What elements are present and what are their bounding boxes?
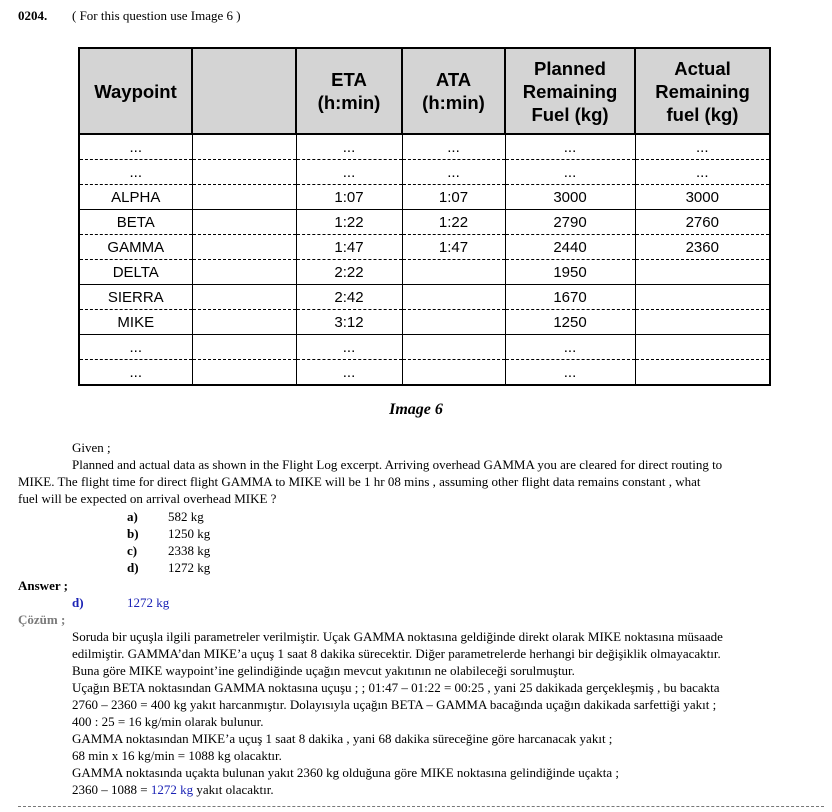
table-cell <box>635 285 770 310</box>
page-divider <box>18 806 824 807</box>
table-cell: 2760 <box>635 210 770 235</box>
table-cell <box>192 210 296 235</box>
solution-line: GAMMA noktasından MIKE’a uçuş 1 saat 8 dakika , yani 68 dakika süreceğine göre harcanacak yakıt ; <box>72 731 613 746</box>
table-cell: 2360 <box>635 235 770 260</box>
table-cell: ... <box>402 160 505 185</box>
table-cell: 1:47 <box>402 235 505 260</box>
question-number: 0204. <box>18 8 48 23</box>
table-cell <box>192 360 296 386</box>
table-cell: ... <box>635 134 770 160</box>
solution-line: Soruda bir uçuşla ilgili parametreler verilmiştir. Uçak GAMMA noktasına geldiğinde direkt olarak MIKE noktasına müsaade <box>72 629 723 644</box>
table-cell: 1:47 <box>296 235 402 260</box>
table-cell: DELTA <box>79 260 192 285</box>
solution-line: 2760 – 2360 = 400 kg yakıt harcanmıştır. Dolayısıyla uçağın BETA – GAMMA bacağında uçağın dakikada sarfettiği yakıt ; <box>72 697 717 712</box>
header-ata: ATA (h:min) <box>402 48 505 134</box>
answer-letter: d) <box>72 595 84 610</box>
table-cell <box>635 310 770 335</box>
table-row <box>79 285 770 310</box>
option-d-letter: d) <box>127 560 139 575</box>
option-c-letter: c) <box>127 543 138 558</box>
table-cell <box>402 310 505 335</box>
table-cell: BETA <box>79 210 192 235</box>
table-cell: 1:22 <box>402 210 505 235</box>
table-row <box>79 134 770 160</box>
solution-line: Buna göre MIKE waypoint’ine gelindiğinde uçağın mevcut yakıtının ne olabileceği sorulmuştur. <box>72 663 575 678</box>
answer-text: 1272 kg <box>127 595 170 610</box>
option-b-letter: b) <box>127 526 139 541</box>
table-row <box>79 210 770 235</box>
table-cell <box>192 335 296 360</box>
answer-label: Answer ; <box>18 578 68 593</box>
table-cell: ... <box>505 360 635 386</box>
table-cell: ... <box>79 160 192 185</box>
table-cell: ... <box>402 134 505 160</box>
table-cell <box>192 310 296 335</box>
question-reference: ( For this question use Image 6 ) <box>72 8 241 23</box>
table-cell <box>635 260 770 285</box>
table-cell: MIKE <box>79 310 192 335</box>
table-cell <box>402 360 505 386</box>
table-cell: ... <box>296 160 402 185</box>
table-cell: 2440 <box>505 235 635 260</box>
option-c-text: 2338 kg <box>168 543 211 558</box>
header-actual-fuel: Actual Remaining fuel (kg) <box>635 48 770 134</box>
solution-line: Uçağın BETA noktasından GAMMA noktasına uçuşu ; ; 01:47 – 01:22 = 00:25 , yani 25 dakikada gerçekleşmiş , bu bacakta <box>72 680 720 695</box>
table-cell <box>635 335 770 360</box>
table-cell: 2:42 <box>296 285 402 310</box>
option-b-text: 1250 kg <box>168 526 211 541</box>
table-cell: 1250 <box>505 310 635 335</box>
table-cell <box>635 360 770 386</box>
table-row <box>79 185 770 210</box>
table-cell <box>192 134 296 160</box>
table-cell <box>192 185 296 210</box>
table-cell: 1670 <box>505 285 635 310</box>
table-cell: ... <box>79 360 192 386</box>
image-caption: Image 6 <box>389 401 443 418</box>
table-cell: GAMMA <box>79 235 192 260</box>
solution-line: 68 min x 16 kg/min = 1088 kg olacaktır. <box>72 748 282 763</box>
table-cell: 1:07 <box>402 185 505 210</box>
header-planned-fuel: Planned Remaining Fuel (kg) <box>505 48 635 134</box>
table-cell: 1:22 <box>296 210 402 235</box>
header-blank <box>192 48 296 134</box>
table-cell <box>192 160 296 185</box>
table-row <box>79 260 770 285</box>
table-cell <box>192 235 296 260</box>
option-a-letter: a) <box>127 509 138 524</box>
given-label: Given ; <box>72 440 111 455</box>
option-d-text: 1272 kg <box>168 560 211 575</box>
table-cell: ... <box>505 134 635 160</box>
header-waypoint: Waypoint <box>79 48 192 134</box>
table-cell: ... <box>296 360 402 386</box>
header-eta: ETA (h:min) <box>296 48 402 134</box>
table-cell: ... <box>505 335 635 360</box>
table-cell: 3:12 <box>296 310 402 335</box>
table-row <box>79 235 770 260</box>
table-cell: ... <box>79 134 192 160</box>
question-stem-line: fuel will be expected on arrival overhead MIKE ? <box>18 491 277 506</box>
table-row <box>79 310 770 335</box>
table-row <box>79 160 770 185</box>
solution-line: edilmiştir. GAMMA’dan MIKE’a uçuş 1 saat 8 dakika sürecektir. Diğer parametrelerde herhangi bir değişiklik olmayacaktır. <box>72 646 721 661</box>
solution-line: 400 : 25 = 16 kg/min olarak bulunur. <box>72 714 264 729</box>
table-cell: SIERRA <box>79 285 192 310</box>
table-cell: ALPHA <box>79 185 192 210</box>
question-stem-line: Planned and actual data as shown in the Flight Log excerpt. Arriving overhead GAMMA you are cleared for direct routing to <box>72 457 723 472</box>
table-cell: 1950 <box>505 260 635 285</box>
table-cell <box>192 260 296 285</box>
table-cell: ... <box>635 160 770 185</box>
table-cell <box>192 285 296 310</box>
solution-line: GAMMA noktasında uçakta bulunan yakıt 2360 kg olduğuna göre MIKE noktasına gelindiğinde uçakta ; <box>72 765 619 780</box>
option-a-text: 582 kg <box>168 509 204 524</box>
table-cell <box>402 335 505 360</box>
solution-label: Çözüm ; <box>18 612 66 627</box>
table-cell: ... <box>505 160 635 185</box>
table-cell <box>402 260 505 285</box>
flight-log-table <box>78 47 771 386</box>
solution-final-prefix: 2360 – 1088 = <box>72 782 151 797</box>
table-cell <box>402 285 505 310</box>
solution-final-line <box>72 781 274 798</box>
table-cell: 2:22 <box>296 260 402 285</box>
table-cell: ... <box>296 335 402 360</box>
table-cell: 3000 <box>505 185 635 210</box>
table-cell: 1:07 <box>296 185 402 210</box>
question-stem-line: MIKE. The flight time for direct flight GAMMA to MIKE will be 1 hr 08 mins , assuming other flight data remains constant , what <box>18 474 701 489</box>
table-cell: 2790 <box>505 210 635 235</box>
table-row <box>79 335 770 360</box>
table-cell: ... <box>79 335 192 360</box>
solution-final-value: 1272 kg <box>150 782 194 797</box>
table-cell: 3000 <box>635 185 770 210</box>
table-row <box>79 360 770 386</box>
table-cell: ... <box>296 134 402 160</box>
solution-final-suffix: yakıt olacaktır. <box>193 782 274 797</box>
